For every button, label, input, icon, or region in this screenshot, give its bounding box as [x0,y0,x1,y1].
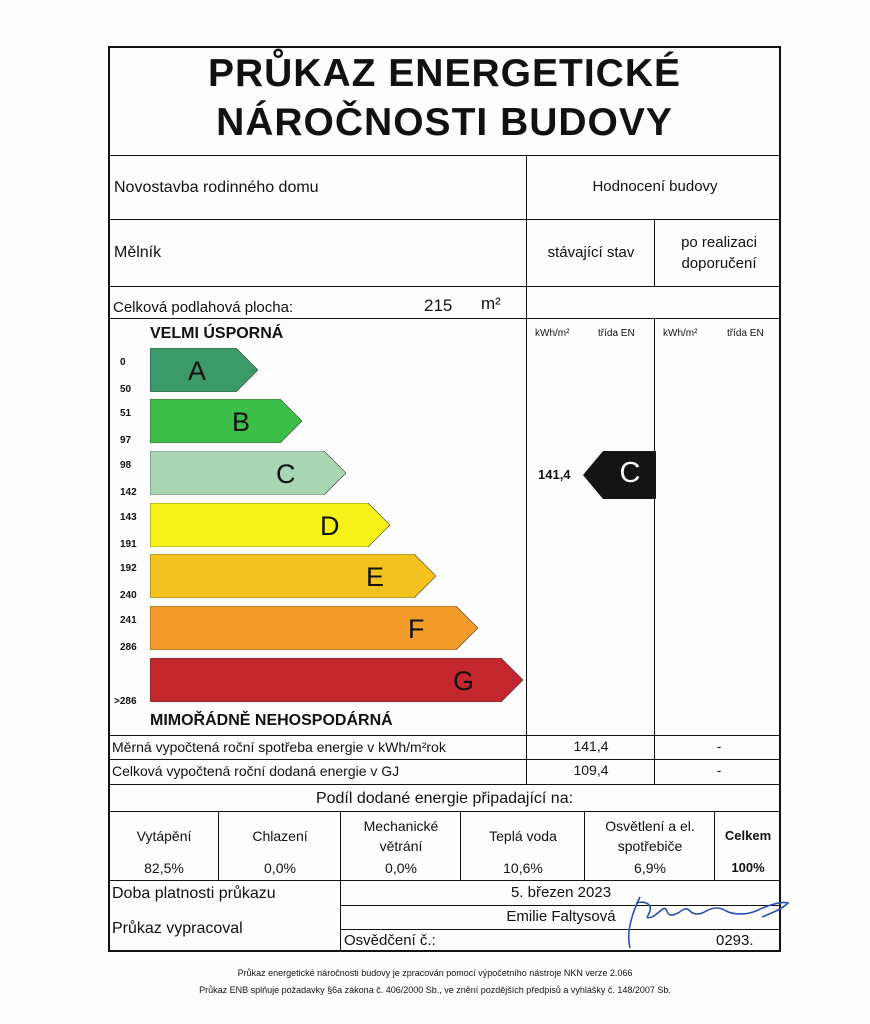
footer-line1: Průkaz energetické náročnosti budovy je zpracován pomocí výpočetního nástroje NKN verze 2.066 [237,968,633,978]
energy-class-letter: G [453,666,475,696]
energy-class-letter: A [188,356,207,386]
share-heading-heating: Vytápění [136,828,192,844]
divider [108,880,781,881]
energy-class-letter: E [366,562,385,592]
unit-kwh-current: kWh/m² [535,328,570,339]
current-state-header: stávající stav [547,244,635,261]
share-heading-ventilation-2: větrání [379,838,423,854]
share-heading-cooling: Chlazení [252,828,308,844]
unit-class-current: třída EN [598,328,635,339]
energy-class-range-from: 51 [120,408,132,419]
building-type: Novostavba rodinného domu [114,179,319,196]
energy-class-range-to: 191 [120,539,137,550]
share-title: Podíl dodané energie připadající na: [315,790,574,807]
signature [622,893,792,958]
divider [108,735,781,736]
current-class-indicator [583,451,656,499]
energy-class-range-from: 192 [120,563,137,574]
footer-line2: Průkaz ENB splňuje požadavky §6a zákona č. 406/2000 Sb., ve znění pozdějších předpisů a vyhlášky č. 148/2007 Sb. [199,985,671,995]
scale-bottom-label: MIMOŘÁDNĚ NEHOSPODÁRNÁ [150,712,393,729]
share-heading-total: Celkem [724,828,772,843]
energy-class-bar-a [150,348,258,392]
divider [108,155,781,156]
energy-class-bar-e [150,554,436,598]
metric-after-total: - [716,762,722,778]
unit-class-after: třída EN [727,328,764,339]
certificate-number-label: Osvědčení č.: [344,932,436,949]
energy-class-bar-g [150,658,523,702]
energy-class-bar-f [150,606,478,650]
energy-class-range-from: 98 [120,460,132,471]
after-recommendation-line1: po realizaci [681,234,757,251]
floor-area-value: 215 [424,296,453,315]
energy-class-letter: D [320,511,340,541]
share-value-ventilation: 0,0% [385,860,417,876]
energy-class-letter: C [276,459,296,489]
author-label: Průkaz vypracoval [112,920,243,937]
floor-area-label: Celková podlahová plocha: [113,299,294,316]
divider [340,811,341,952]
divider [714,811,715,880]
energy-class-bar-c [150,451,346,495]
energy-class-bar-b [150,399,302,443]
unit-kwh-after: kWh/m² [663,328,698,339]
page-title-line2: NÁROČNOSTI BUDOVY [216,101,673,144]
page-title-line1: PRŮKAZ ENERGETICKÉ [207,52,682,95]
after-recommendation-line2: doporučení [681,255,757,272]
energy-class-range-from: >286 [114,696,137,707]
share-heading-lighting-1: Osvětlení a el. [605,818,695,834]
energy-class-letter: F [408,614,425,644]
divider [108,219,781,220]
current-value: 141,4 [538,467,571,482]
divider [654,219,655,286]
current-class-letter: C [619,457,641,489]
building-location: Mělník [114,244,162,261]
divider [108,759,781,760]
energy-class-bar-d [150,503,390,547]
energy-class-letter: B [232,407,251,437]
share-value-total: 100% [731,860,765,875]
divider [108,784,781,785]
metric-current-specific: 141,4 [573,738,609,754]
divider [460,811,461,880]
certificate-number: 0293. [716,932,754,949]
energy-class-range-to: 97 [120,435,132,446]
energy-class-range-to: 50 [120,384,132,395]
divider [108,286,781,287]
energy-class-range-from: 0 [120,357,126,368]
divider [218,811,219,880]
share-heading-ventilation-1: Mechanické [363,818,439,834]
scale-top-label: VELMI ÚSPORNÁ [150,325,284,342]
divider [108,318,781,319]
energy-class-range-to: 142 [120,487,137,498]
metric-label-total: Celková vypočtená roční dodaná energie v GJ [112,763,400,779]
validity-label: Doba platnosti průkazu [112,885,276,902]
energy-class-range-from: 241 [120,615,137,626]
metric-after-specific: - [716,738,722,754]
energy-class-range-to: 286 [120,642,137,653]
energy-class-range-to: 240 [120,590,137,601]
divider [584,811,585,880]
author-name: Emilie Faltysová [506,908,616,925]
share-value-cooling: 0,0% [264,860,296,876]
energy-class-range-from: 143 [120,512,137,523]
metric-label-specific: Měrná vypočtená roční spotřeba energie v kWh/m²rok [112,739,446,755]
divider [108,811,781,812]
divider [654,318,655,784]
share-heading-hot-water: Teplá voda [489,828,557,844]
share-value-lighting: 6,9% [634,860,666,876]
divider [526,155,527,784]
share-value-hot-water: 10,6% [503,860,543,876]
validity-value: 5. březen 2023 [510,884,612,901]
share-heading-lighting-2: spotřebiče [617,838,683,854]
rating-title: Hodnocení budovy [592,178,718,195]
share-value-heating: 82,5% [144,860,184,876]
metric-current-total: 109,4 [573,762,609,778]
floor-area-unit: m² [481,294,501,313]
